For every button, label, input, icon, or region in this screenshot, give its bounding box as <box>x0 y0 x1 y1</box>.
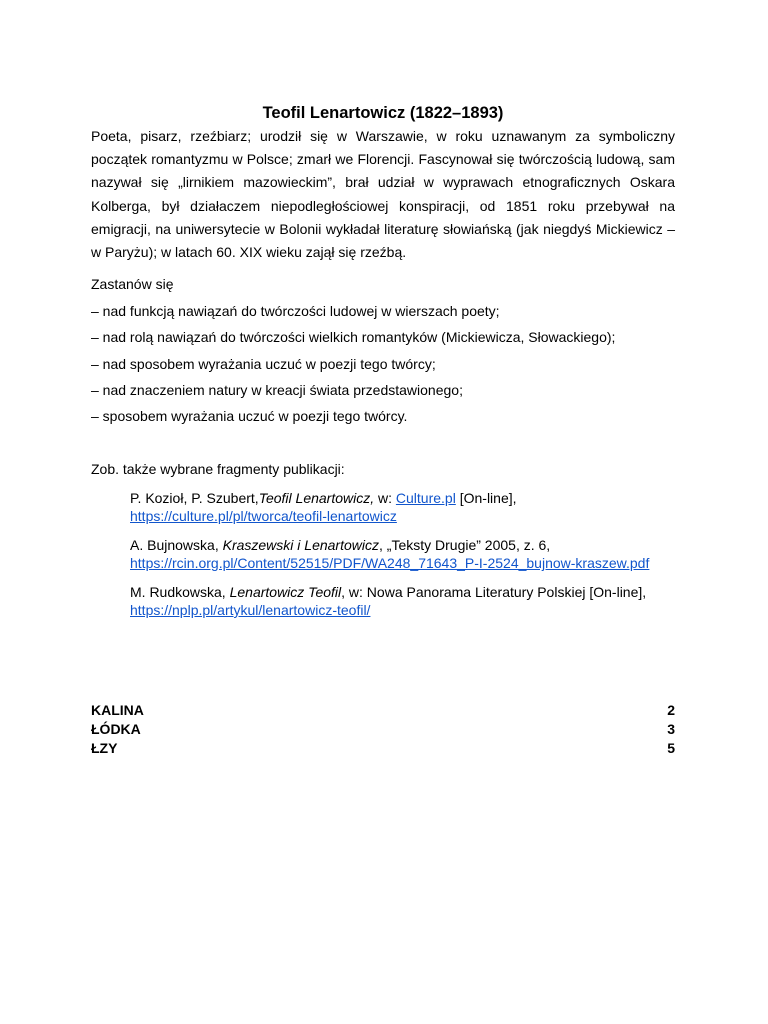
toc-page-number: 5 <box>667 740 675 756</box>
consider-item: – nad funkcją nawiązań do twórczości ludowej w wierszach poety; <box>91 303 500 319</box>
reference-url-link[interactable]: https://culture.pl/pl/tworca/teofil-lenartowicz <box>130 508 397 524</box>
reference-citation <box>130 536 690 554</box>
consider-item: – nad sposobem wyrażania uczuć w poezji tego twórcy; <box>91 355 436 372</box>
consider-item: – nad rolą nawiązań do twórczości wielkich romantyków (Mickiewicza, Słowackiego); <box>91 329 616 346</box>
toc-entry[interactable] <box>91 739 675 758</box>
reference-author: M. Rudkowska, <box>130 584 230 600</box>
table-of-contents <box>91 701 675 758</box>
reference-item <box>130 536 690 572</box>
toc-label: KALINA <box>91 702 144 718</box>
reference-url-link[interactable]: https://nplp.pl/artykul/lenartowicz-teofil/ <box>130 602 371 618</box>
see-also-heading: Zob. także wybrane fragmenty publikacji: <box>91 461 345 477</box>
reference-title: Kraszewski i Lenartowicz <box>222 537 379 553</box>
source-link[interactable]: Culture.pl <box>395 490 456 506</box>
consider-list <box>91 302 615 433</box>
reference-citation <box>130 489 690 507</box>
reference-title: Lenartowicz Teofil <box>229 584 342 600</box>
page-title: Teofil Lenartowicz (1822–1893) <box>262 104 504 122</box>
reference-title: Teofil Lenartowicz, <box>258 490 375 506</box>
reference-author: A. Bujnowska, <box>130 537 223 553</box>
toc-entry[interactable] <box>91 720 675 739</box>
toc-label: ŁÓDKA <box>91 721 141 737</box>
consider-item: – sposobem wyrażania uczuć w poezji tego twórcy. <box>91 408 408 425</box>
biography-paragraph: Poeta, pisarz, rzeźbiarz; urodził się w Warszawie, w roku uznawanym za symboliczny początek romantyzmu w Polsce; zmarł we Florencji. Fascynował się twórczością ludową, sam nazywał się „lirnikiem mazowieckim”, brał udział w wyprawach etnograficznych Oskara Kolberga, był działaczem niepodległościowej konspiracji, od 1851 roku przebywał na emigracji, na uniwersytecie w Bolonii wykładał literaturę słowiańską (jak niegdyś Mickiewicz – w Paryżu); w latach 60. XIX wieku zajął się rzeźbą. <box>91 128 675 261</box>
reference-citation <box>130 583 690 601</box>
consider-heading: Zastanów się <box>91 276 174 292</box>
consider-item: – nad znaczeniem natury w kreacji świata przedstawionego; <box>91 381 463 398</box>
reference-suffix: , w: Nowa Panorama Literatury Polskiej [On-line], <box>341 584 647 600</box>
reference-item <box>130 583 690 619</box>
toc-page-number: 3 <box>667 721 675 737</box>
toc-page-number: 2 <box>667 702 675 718</box>
reference-middle: w: <box>374 490 396 506</box>
toc-entry[interactable] <box>91 701 675 720</box>
reference-suffix: , „Teksty Drugie” 2005, z. 6, <box>379 537 551 553</box>
toc-label: ŁZY <box>91 740 118 756</box>
reference-item <box>130 489 690 525</box>
reference-suffix: [On-line], <box>455 490 517 506</box>
reference-url-link[interactable]: https://rcin.org.pl/Content/52515/PDF/WA248_71643_P-I-2524_bujnow-kraszew.pdf <box>130 555 650 571</box>
reference-author: P. Kozioł, P. Szubert, <box>130 490 259 506</box>
reference-list <box>130 489 690 630</box>
